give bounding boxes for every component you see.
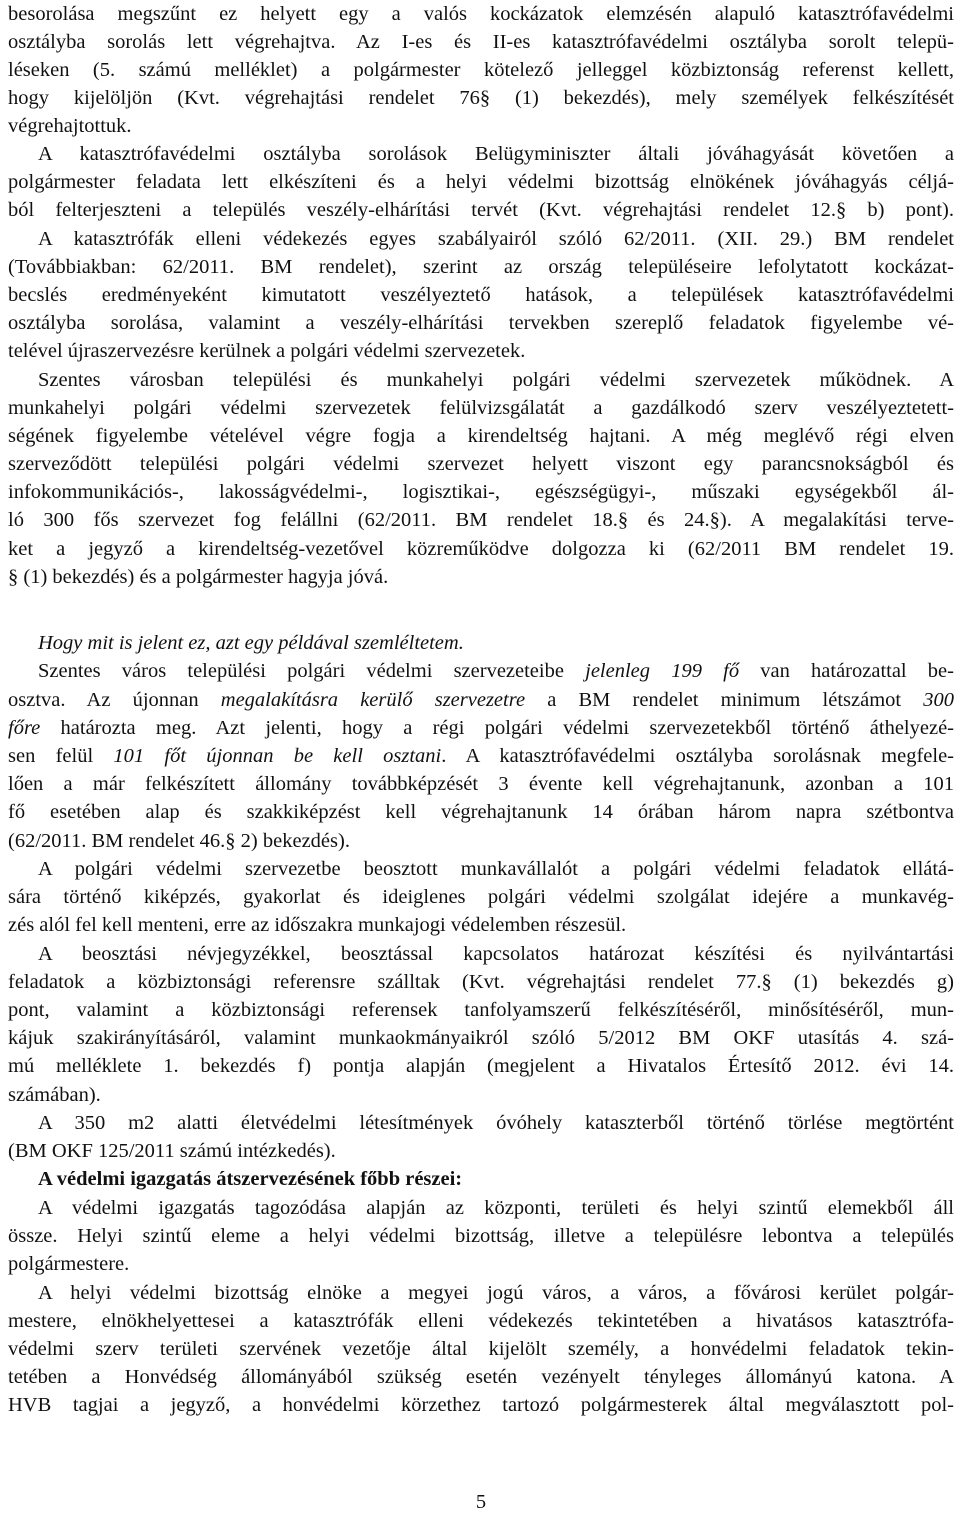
emphasis: 300 xyxy=(923,689,954,711)
emphasis: 101 főt újonnan be kell osztani xyxy=(113,745,442,767)
text-line: lően a már felkészített állomány továbbképzését 3 évente kell végrehajtanunk, azonban a 101 xyxy=(8,773,954,795)
text-line: mestere, elnökhelyettesei a katasztrófák elleni védekezés tekintetében a hivatásos katasztrófa- xyxy=(8,1310,954,1332)
text-line: feladatok a közbiztonsági referensre szálltak (Kvt. végrehajtási rendelet 77.§ (1) bekezdés g) xyxy=(8,971,954,993)
text-line: ló 300 fős szervezet fog felállni (62/2011. BM rendelet 18.§ és 24.§). A megalakítási terve- xyxy=(8,509,954,531)
text-line: (BM OKF 125/2011 számú intézkedés). xyxy=(8,1140,336,1162)
text-line: fő esetében alap és szakkiképzést kell végrehajtanunk 14 órában három napra szétbontva xyxy=(8,801,954,823)
text-line: ket a jegyző a kirendeltség-vezetővel közreműködve dolgozza ki (62/2011 BM rendelet 19. xyxy=(8,538,954,560)
text-line: infokommunikációs-, lakosságvédelmi-, logisztikai-, egészségügyi-, műszaki egységekből ál- xyxy=(8,481,954,503)
text-line: végrehajtottuk. xyxy=(8,115,132,137)
text-line: polgármestere. xyxy=(8,1253,130,1275)
text-line: A beosztási névjegyzékkel, beosztással kapcsolatos határozat készítési és nyilvántartási xyxy=(38,943,954,965)
text-line: osztva. Az újonnan megalakításra kerülő szervezetre a BM rendelet minimum létszámot 300 xyxy=(8,689,954,711)
text-line: osztályba sorolás lett végrehajtva. Az I-es és II-es katasztrófavédelmi osztályba sorolt telepü- xyxy=(8,31,954,53)
page-number: 5 xyxy=(475,1491,487,1513)
text-line: polgármester feladata lett elkészíteni és a helyi védelmi bizottság elnökének jóváhagyás céljá- xyxy=(8,171,954,193)
text-line: (62/2011. BM rendelet 46.§ 2) bekezdés). xyxy=(8,830,350,852)
text-line: HVB tagjai a jegyző, a honvédelmi körzethez tartozó polgármesterek által megválasztott pol- xyxy=(8,1394,954,1416)
text-line: munkahelyi polgári védelmi szervezetek felülvizsgálatát a gazdálkodó szerv veszélyeztetett- xyxy=(8,397,954,419)
text-line: telével újraszervezésre kerülnek a polgári védelmi szervezetek. xyxy=(8,340,526,362)
text-line: A polgári védelmi szervezetbe beosztott munkavállalót a polgári védelmi feladatok ellátá- xyxy=(38,858,954,880)
text-line: Szentes városban települési és munkahelyi polgári védelmi szervezetek működnek. A xyxy=(38,369,954,391)
text-line: A védelmi igazgatás tagozódása alapján az központi, területi és helyi szintű elemekből áll xyxy=(38,1197,954,1219)
text-line: védelmi szerv területi szervének vezetője által kijelölt személy, a honvédelmi feladatok tekin- xyxy=(8,1338,954,1360)
section-heading: A védelmi igazgatás átszervezésének főbb részei: xyxy=(38,1168,463,1190)
text-line: hogy kijelöljön (Kvt. végrehajtási rendelet 76§ (1) bekezdés), mely személyek felkészítését xyxy=(8,87,954,109)
example-heading: Hogy mit is jelent ez, azt egy példával szemléltetem. xyxy=(38,632,464,654)
text-line: besorolása megszűnt ez helyett egy a valós kockázatok elemzésén alapuló katasztrófavédelmi xyxy=(8,3,954,25)
text-line: kájuk szakirányításáról, valamint munkaokmányaikról szóló 5/2012 BM OKF utasítás 4. szá- xyxy=(8,1027,954,1049)
text-line: zés alól fel kell menteni, erre az időszakra munkajogi védelemben részesül. xyxy=(8,914,627,936)
text-line: A katasztrófavédelmi osztályba sorolások Belügyminiszter általi jóváhagyását követően a xyxy=(38,143,954,165)
text-line: A helyi védelmi bizottság elnöke a megyei jogú város, a város, a fővárosi kerület polgár- xyxy=(38,1282,954,1304)
text-line: § (1) bekezdés) és a polgármester hagyja jóvá. xyxy=(8,566,389,588)
text-line: becslés eredményeként kimutatott veszélyeztető hatások, a települések katasztrófavédelmi xyxy=(8,284,954,306)
text-line: főre határozta meg. Azt jelenti, hogy a régi polgári védelmi szervezetekből történő áthelyezé- xyxy=(8,717,954,739)
text-line: össze. Helyi szintű eleme a helyi védelmi bizottság, illetve a településre lebontva a település xyxy=(8,1225,954,1247)
text-line: A katasztrófák elleni védekezés egyes szabályairól szóló 62/2011. (XII. 29.) BM rendelet xyxy=(38,228,954,250)
text-line: szerveződött települési polgári védelmi szervezet helyett viszont egy parancsnokságból és xyxy=(8,453,954,475)
text-line: ségének figyelembe vételével végre fogja a kirendeltség hajtani. A még meglévő régi elven xyxy=(8,425,954,447)
text-line: Szentes város települési polgári védelmi szervezeteibe jelenleg 199 fő van határozattal be- xyxy=(38,660,954,682)
text-line: A 350 m2 alatti életvédelmi létesítmények óvóhely kataszterből történő törlése megtörtént xyxy=(38,1112,954,1134)
emphasis: főre xyxy=(8,717,41,739)
text-line: tetében a Honvédség állományából szükség esetén vezényelt tényleges állományú katona. A xyxy=(8,1366,954,1388)
text-line: ból felterjeszteni a település veszély-elhárítási tervét (Kvt. végrehajtási rendelet 12.§ b) pont). xyxy=(8,199,954,221)
text-line: pont, valamint a közbiztonsági referensek tanfolyamszerű felkészítéséről, minősítéséről, mun- xyxy=(8,999,954,1021)
emphasis: megalakításra kerülő szervezetre xyxy=(220,689,526,711)
emphasis: jelenleg 199 fő xyxy=(585,660,740,682)
text-line: számában). xyxy=(8,1084,101,1106)
text-line: sen felül 101 főt újonnan be kell osztani. A katasztrófavédelmi osztályba sorolásnak megfele- xyxy=(8,745,954,767)
text-line: osztályba sorolása, valamint a veszély-elhárítási tervekben szereplő feladatok figyelembe vé- xyxy=(8,312,954,334)
text-line: sára történő kiképzés, gyakorlat és ideiglenes polgári védelmi szolgálat idejére a munkavég- xyxy=(8,886,954,908)
text-line: (Továbbiakban: 62/2011. BM rendelet), szerint az ország településeire lefolytatott kockázat- xyxy=(8,256,954,278)
text-line: léseken (5. számú melléklet) a polgármester kötelező jelleggel közbiztonság referenst kellett, xyxy=(8,59,954,81)
text-line: mú melléklete 1. bekezdés f) pontja alapján (megjelent a Hivatalos Értesítő 2012. évi 14. xyxy=(8,1055,954,1077)
